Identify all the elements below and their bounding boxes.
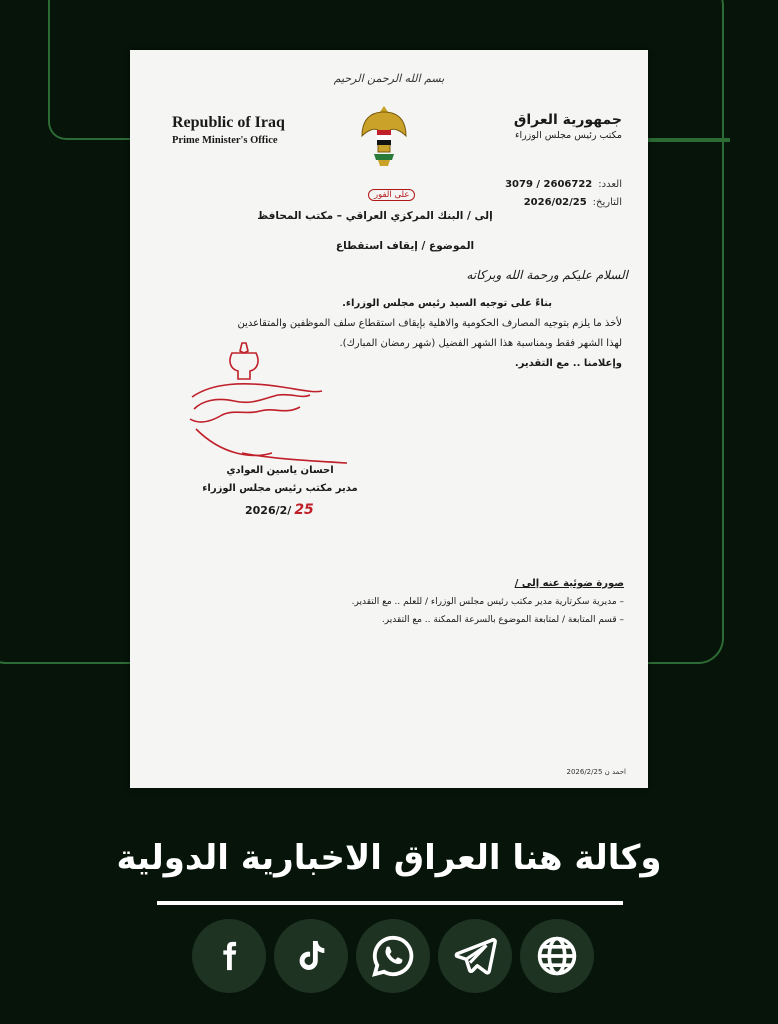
reference-number-row (505, 176, 622, 194)
arabic-header (514, 112, 622, 141)
subject-line: الموضوع / إيقاف استقطاع (335, 240, 475, 252)
footer-note: احمد ن 2026/2/25 (566, 768, 626, 776)
agency-name: وكالة هنا العراق الاخبارية الدولية (116, 838, 662, 878)
reference-date-value: 2026/02/25 (523, 197, 587, 208)
globe-icon[interactable] (520, 919, 594, 993)
divider (157, 901, 623, 905)
reference-date-row (505, 194, 622, 212)
reference-number-label: العدد: (598, 179, 622, 190)
copies-item: – قسم المتابعة / لمتابعة الموضوع بالسرعة الممكنة .. مع التقدير. (381, 615, 624, 625)
copies-heading: صورة ضوئية عنه إلى / (514, 578, 624, 589)
iraq-eagle-emblem-icon (360, 102, 408, 174)
urgent-stamp: على الفور (368, 189, 415, 201)
telegram-icon[interactable] (438, 919, 512, 993)
body-line: وإعلامنا .. مع التقدير. (514, 358, 622, 369)
greeting: السلام عليكم ورحمة الله وبركاته (466, 268, 628, 282)
signature-date (245, 502, 314, 518)
basmala: بسم الله الرحمن الرحيم (333, 72, 445, 85)
body-line: لهذا الشهر فقط وبمناسبة هذا الشهر الفضيل (شهر رمضان المبارك). (339, 338, 622, 349)
english-subtitle: Prime Minister's Office (172, 135, 278, 146)
red-office-stamp-icon (182, 335, 352, 469)
english-header (172, 114, 285, 146)
body-line: بناءً على توجيه السيد رئيس مجلس الوزراء. (342, 298, 552, 309)
signature-date-printed: 2026/2/ (245, 504, 292, 517)
addressee: إلى / البنك المركزي العراقي – مكتب المحافظ (257, 210, 493, 222)
tiktok-icon[interactable] (274, 919, 348, 993)
reference-date-label: التاريخ: (592, 197, 622, 208)
reference-number-value: 2606722 / 3079 (505, 179, 593, 190)
copies-item: – مديرية سكرتارية مدير مكتب رئيس مجلس الوزراء / للعلم .. مع التقدير. (351, 597, 624, 607)
english-title: Republic of Iraq (172, 114, 285, 131)
signatory-name: احسان ياسين العوادي (226, 465, 334, 476)
whatsapp-icon[interactable] (356, 919, 430, 993)
body-line: لأخذ ما يلزم بتوجيه المصارف الحكومية والاهلية بإيقاف استقطاع سلف الموظفين والمتقاعدين (237, 318, 622, 329)
arabic-title: جمهورية العراق (513, 112, 622, 128)
social-links (192, 919, 594, 993)
arabic-subtitle: مكتب رئيس مجلس الوزراء (514, 130, 622, 141)
official-letter (130, 50, 648, 788)
signatory-title: مدير مكتب رئيس مجلس الوزراء (202, 483, 358, 494)
signature-date-handwritten: 25 (294, 502, 314, 518)
decorative-line-right (648, 140, 730, 142)
facebook-icon[interactable] (192, 919, 266, 993)
copies-block (352, 575, 624, 629)
reference-block (505, 176, 622, 212)
signatory-block (200, 462, 360, 498)
